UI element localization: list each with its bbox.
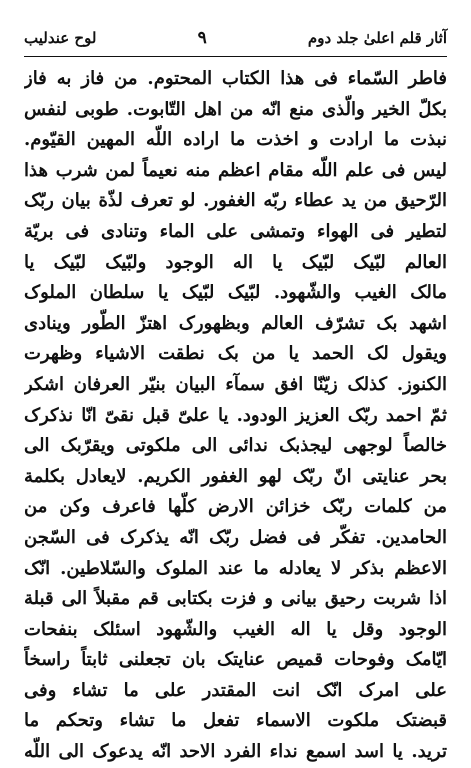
text-line: علی امرک انّک انت المقتدر علی ما تشاء وفی xyxy=(24,679,447,701)
text-line: ویقول لک الحمد یا من بک نطقت الاشیاء وظهرت xyxy=(24,343,447,365)
text-line: من کلمات ربّک خزائن الارض کلّها فاعرف وکن من xyxy=(24,496,447,518)
page-header xyxy=(24,24,447,52)
text-line: العالم لبّیک لبّیک یا اله الوجود ولبّیک لبّیک یا xyxy=(24,251,447,273)
book-title: آثار قلم اعلیٰ جلد دوم xyxy=(307,29,447,47)
text-line: فاطر السّماء فی هذا الکتاب المحتوم. من فاز به فاز xyxy=(24,68,447,89)
section-title: لوح عندلیب xyxy=(24,29,97,47)
text-line: اشهد بک تشرّف العالم وبظهورک اهتزّ الطّور وینادی xyxy=(24,312,447,334)
text-line: ایّامک وفوحات قمیص عنایتک بان تجعلنی ثابتاً راسخاً xyxy=(24,649,447,671)
text-line: مالک الغیب والشّهود. لبّیک لبّیک یا سلطان الملوک xyxy=(24,282,447,304)
text-line: الکنوز. کذلک زیّنّا افق سمآء البیان بنیّر العرفان اشکر xyxy=(24,373,447,395)
text-line: لتطیر فی الهواء وتمشی علی الماء وتنادی فی بریّة xyxy=(24,220,447,242)
header-rule xyxy=(24,56,447,57)
text-line: خالصاً لوجهی لیجذبک ندائی الی ملکوتی ویقرّبک الی xyxy=(24,435,447,457)
text-line: الوجود وقل یا اله الغیب والشّهود اسئلک بنفحات xyxy=(24,618,447,640)
text-line: بکلّ الخیر والّذی منع انّه من اهل التّابوت. طوبی لنفس xyxy=(24,98,447,120)
body-text xyxy=(24,64,447,768)
text-line: اذا شربت رحیق بیانی و فزت بکتابی قم مقبلاً الی قبلة xyxy=(24,588,447,610)
text-line: نبذت ما ارادت و اخذت ما اراده اللّه المهین القیّوم. xyxy=(24,129,447,151)
text-line: قبضتک ملکوت الاسماء تفعل ما تشاء وتحکم ما xyxy=(24,710,447,732)
text-line: الرّحیق من ید عطاء ربّه الغفور. لو تعرف لذّة بیان ربّک xyxy=(24,190,447,212)
text-line: الحامدین. تفکّر فی فضل ربّک انّه یذکرک فی السّجن xyxy=(24,526,447,548)
page-number: ۹ xyxy=(197,28,207,48)
text-line: ترید. یا اسد اسمع نداء الفرد الاحد انّه یدعوک الی اللّه xyxy=(24,741,447,763)
text-line: ثمّ احمد ربّک العزیز الودود. یا علیّ قبل نقیّ انّا نذکرک xyxy=(24,404,447,426)
text-line: لیس فی علم اللّه مقام اعظم منه نعیماً لمن شرب هذا xyxy=(24,159,447,181)
text-line: بحر عنایتی انّ ربّک لهو الغفور الکریم. لایعادل بکلمة xyxy=(24,465,447,487)
text-line: الاعظم بذکر لا یعادله ما عند الملوک والسّلاطین. انّک xyxy=(24,557,447,579)
